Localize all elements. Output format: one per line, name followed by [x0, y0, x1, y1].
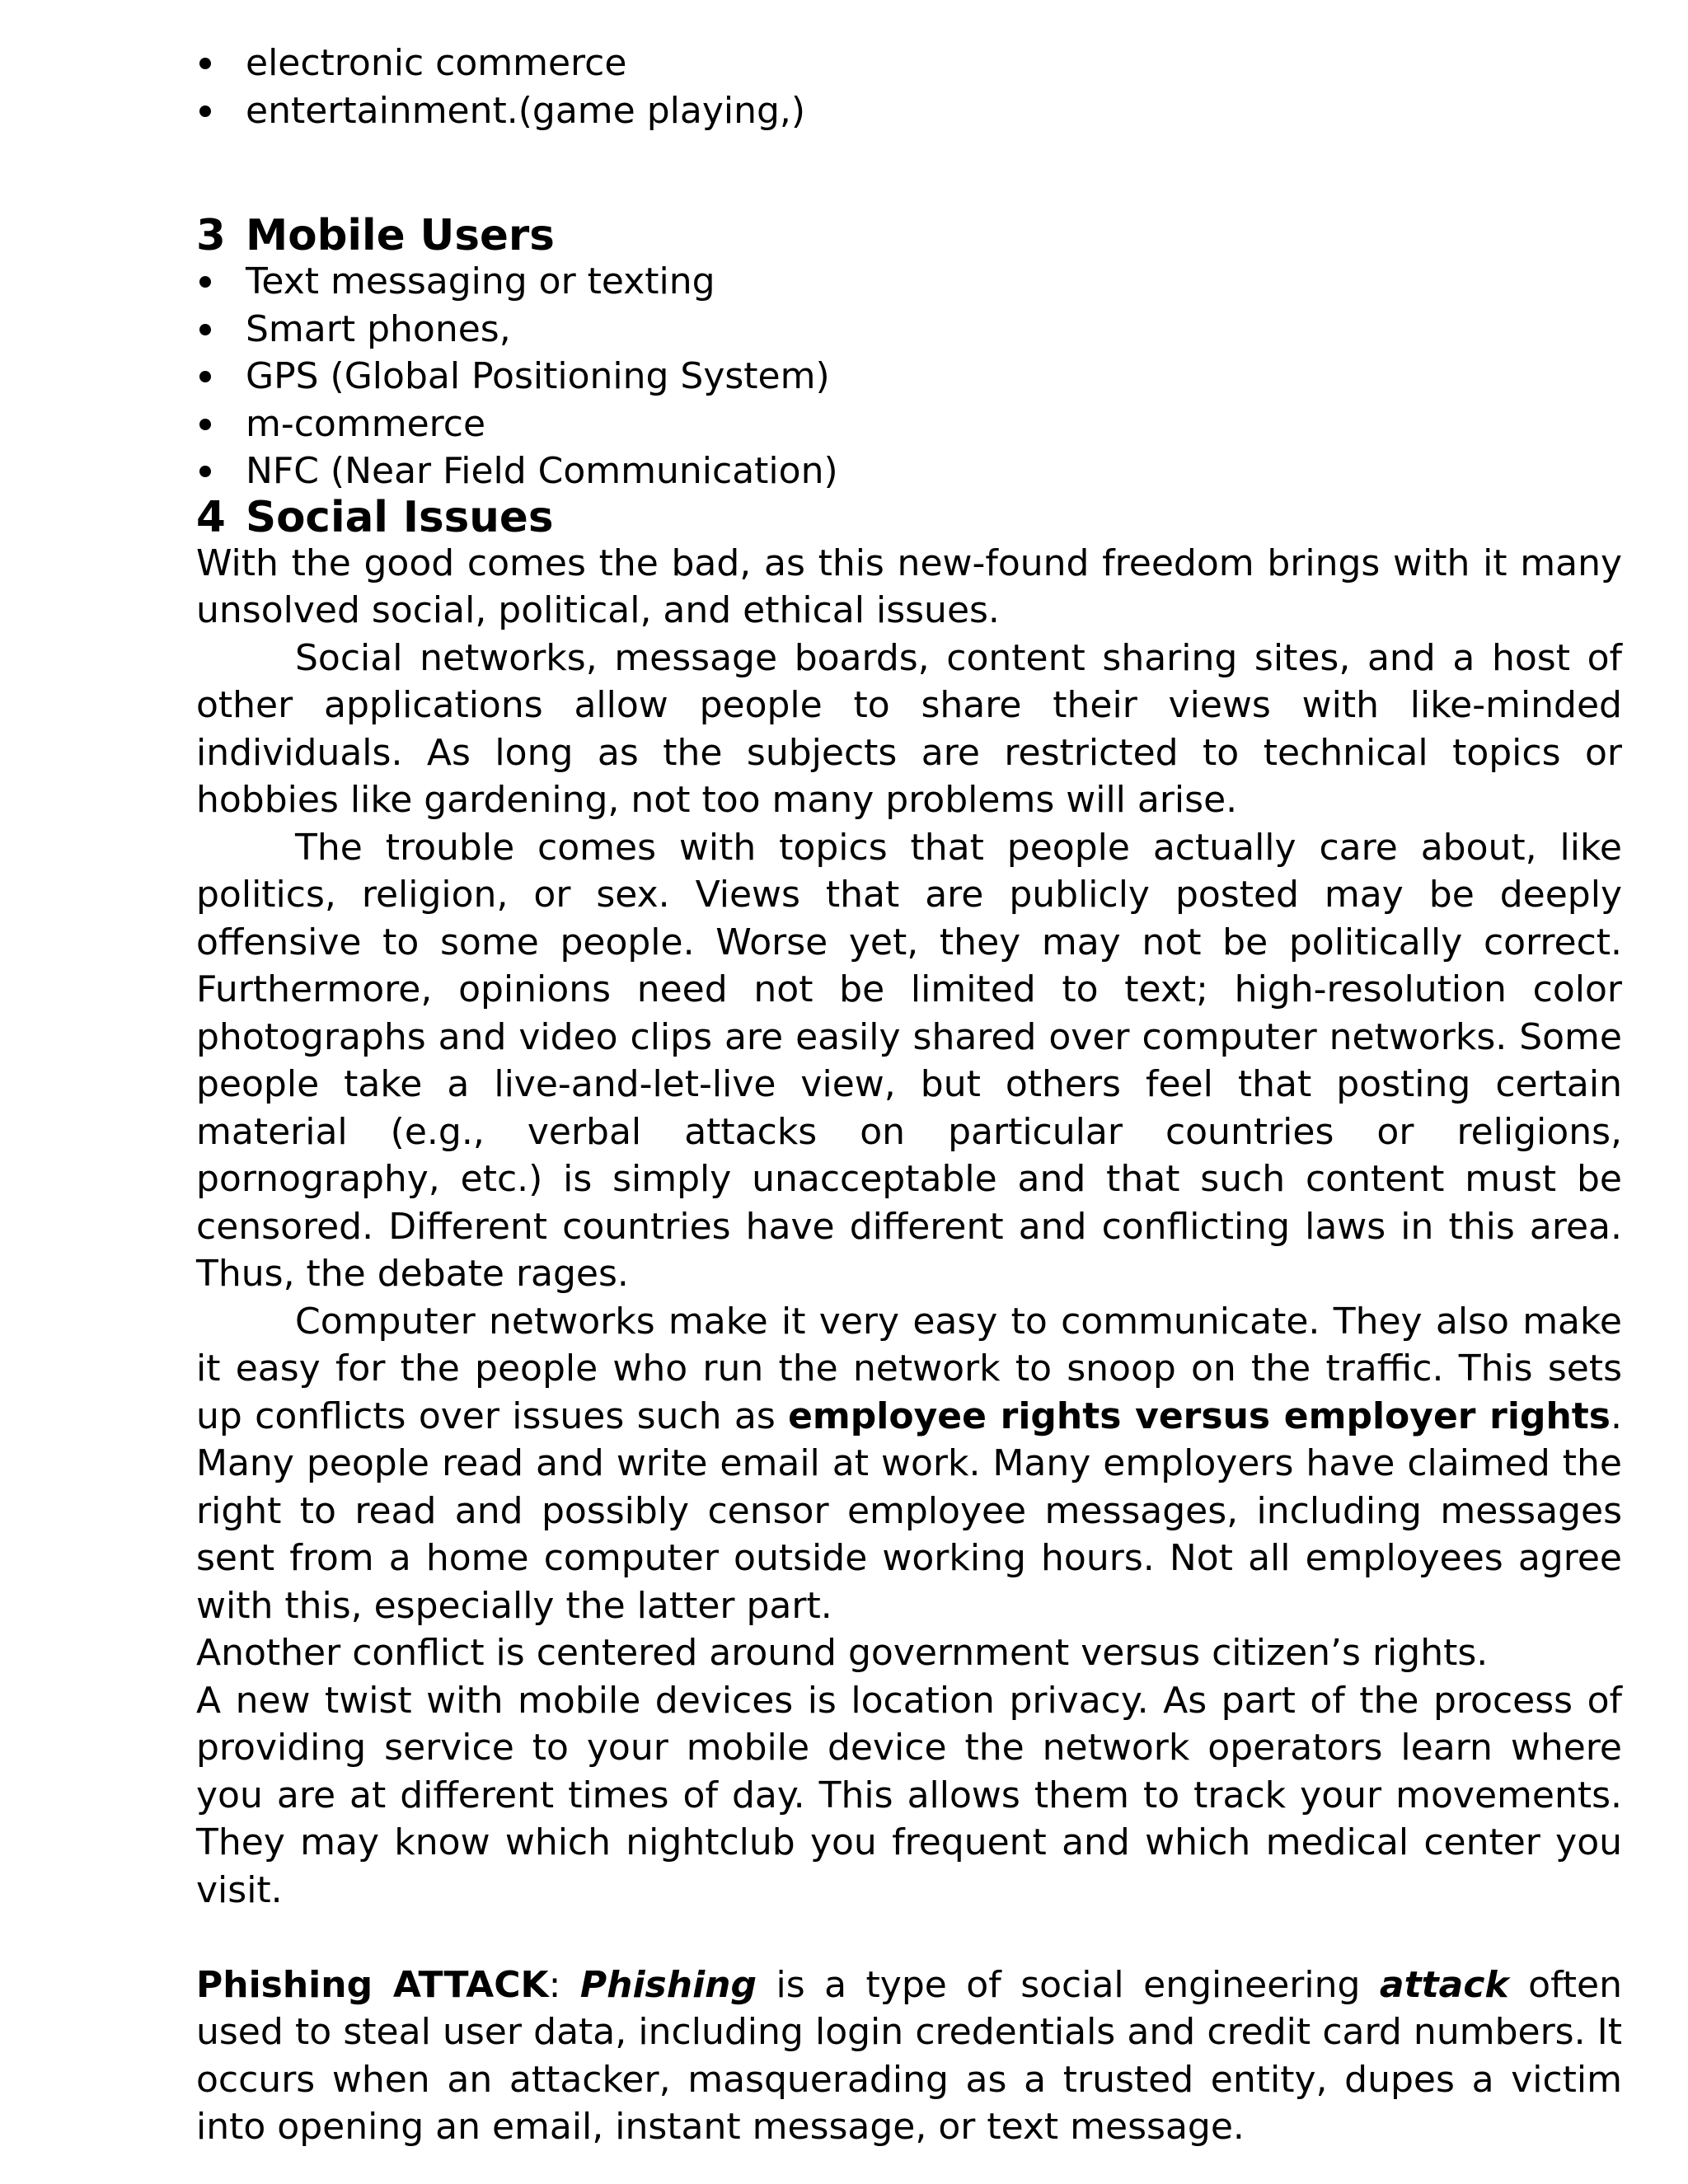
section-heading-social-issues: [196, 492, 1622, 542]
paragraph-social-networks: Social networks, message boards, content sharing sites, and a host of other applications allow people to share their views with like-minded individuals. As long as the subjects are restricted to technical topics or hobbies like gardening, not too many problems will arise.: [196, 636, 1622, 821]
spacer: [196, 1914, 1622, 1961]
paragraph-phishing: [196, 1961, 1622, 2151]
bullet-icon: [199, 324, 211, 335]
list-item-text: GPS (Global Positioning System): [246, 355, 830, 397]
section-heading-mobile-users: [196, 213, 1622, 258]
list-item: [196, 40, 1622, 87]
bullet-icon: [199, 371, 211, 382]
list-item: [196, 448, 1622, 495]
list-item-text: electronic commerce: [246, 42, 627, 84]
list-item-text: Text messaging or texting: [246, 260, 715, 302]
paragraph-text: :: [548, 1963, 580, 2006]
attack-term: attack: [1379, 1963, 1509, 2006]
section-title: Mobile Users: [246, 211, 555, 260]
bullet-list-top: [196, 40, 1622, 134]
list-item: [196, 353, 1622, 401]
bullet-icon: [199, 466, 211, 477]
bullet-icon: [199, 105, 211, 117]
list-item-text: entertainment.(game playing,): [246, 89, 806, 132]
list-item: [196, 306, 1622, 354]
paragraph-intro: With the good comes the bad, as this new-found freedom brings with it many unsolved social, political, and ethical issues.: [196, 541, 1622, 631]
list-item-text: m-commerce: [246, 402, 486, 445]
paragraph-text: is a type of social engineering: [756, 1963, 1380, 2006]
list-item: [196, 87, 1622, 135]
bullet-icon: [199, 276, 211, 288]
list-item-text: Smart phones,: [246, 307, 511, 350]
paragraph-government: Another conflict is centered around government versus citizen’s rights.: [196, 1632, 1489, 1674]
section-title: Social Issues: [246, 492, 554, 542]
paragraph-text: often used to steal user data, including login credentials and credit card numbers. It occurs when an attacker, masquerading as a trusted entity, dupes a victim into opening an email, instant message, or text message.: [196, 1963, 1622, 2148]
paragraph-computer-networks: [196, 1298, 1622, 1630]
paragraph-trouble: The trouble comes with topics that people actually care about, like politics, religion, or sex. Views that are publicly posted may be deeply offensive to some people. Worse yet, they may not be politically correct. Furthermore, opinions need not be limited to text; high-resolution color photographs and video clips are easily shared over computer networks. Some people take a live-and-let-live view, but others feel that posting certain material (e.g., verbal attacks on particular countries or religions, pornography, etc.) is simply unacceptable and that such content must be censored. Different countries have different and conflicting laws in this area. Thus, the debate rages.: [196, 826, 1622, 1295]
phishing-label: Phishing ATTACK: [196, 1963, 549, 2006]
bullet-icon: [199, 58, 211, 69]
list-item: [196, 401, 1622, 448]
paragraph-location-privacy: A new twist with mobile devices is location privacy. As part of the process of providing service to your mobile device the network operators learn where you are at different times of day. This allows them to track your movements. They may know which nightclub you frequent and which medical center you visit.: [196, 1679, 1622, 1911]
list-item: [196, 258, 1622, 306]
bullet-icon: [199, 419, 211, 430]
spacer: [196, 134, 1622, 213]
bullet-list-mobile: [196, 258, 1622, 495]
section-number: 4: [196, 492, 226, 542]
paragraph-text: . Many people read and write email at work. Many employers have claimed the right to read and possibly censor employee messages, including messages sent from a home computer outside working hours. Not all employees agree with this, especially the latter part.: [196, 1394, 1622, 1627]
section-number: 3: [196, 211, 226, 260]
document-page: [196, 40, 1622, 2151]
phishing-term: Phishing: [579, 1963, 757, 2006]
list-item-text: NFC (Near Field Communication): [246, 450, 838, 492]
paragraph-text: Computer networks make it very easy to communicate. They also make it easy for the people who run the network to snoop on the traffic. This sets up conflicts over issues such as: [196, 1300, 1622, 1437]
bold-phrase: employee rights versus employer rights: [788, 1394, 1611, 1437]
